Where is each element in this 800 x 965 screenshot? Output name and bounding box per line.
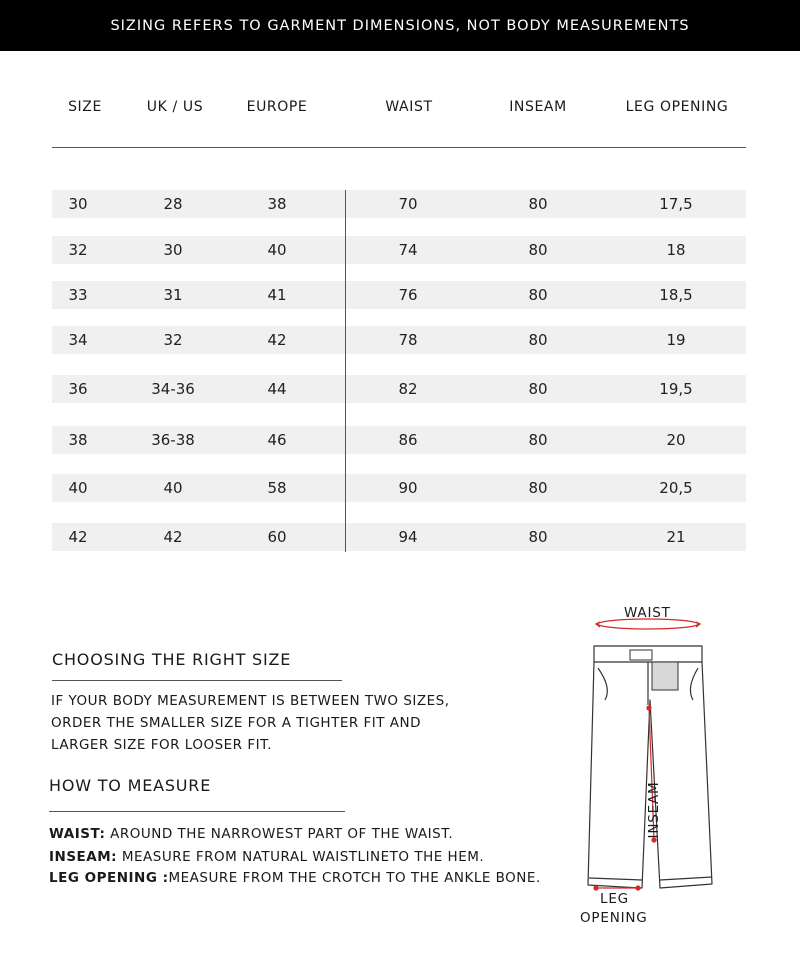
- cell-inseam: 80: [528, 331, 548, 349]
- cell-inseam: 80: [528, 286, 548, 304]
- cell-waist: 86: [398, 431, 418, 449]
- header-divider: [52, 147, 746, 148]
- column-divider: [345, 190, 346, 552]
- cell-size: 38: [68, 431, 88, 449]
- cell-size: 42: [68, 528, 88, 546]
- cell-leg-opening: 18: [666, 241, 686, 259]
- cell-waist: 90: [398, 479, 418, 497]
- measure-divider: [49, 811, 345, 812]
- cell-size: 33: [68, 286, 88, 304]
- cell-inseam: 80: [528, 380, 548, 398]
- cell-leg-opening: 18,5: [659, 286, 693, 304]
- cell-inseam: 80: [528, 528, 548, 546]
- cell-size: 30: [68, 195, 88, 213]
- cell-size: 36: [68, 380, 88, 398]
- cell-waist: 76: [398, 286, 418, 304]
- header-uk-us: UK / US: [146, 99, 204, 115]
- measure-waist: [49, 826, 453, 842]
- choosing-line-2: ORDER THE SMALLER SIZE FOR A TIGHTER FIT AND: [51, 715, 422, 731]
- table-row: [52, 281, 746, 309]
- cell-inseam: 80: [528, 479, 548, 497]
- cell-waist: 82: [398, 380, 418, 398]
- cell-size: 34: [68, 331, 88, 349]
- header-leg-opening: LEG OPENING: [625, 99, 729, 115]
- cell-leg-opening: 20,5: [659, 479, 693, 497]
- table-row: [52, 236, 746, 264]
- measure-leg-term: LEG OPENING :: [49, 870, 169, 886]
- measure-leg-desc: MEASURE FROM THE CROTCH TO THE ANKLE BONE.: [168, 870, 541, 886]
- measure-inseam-term: INSEAM:: [49, 849, 118, 865]
- cell-europe: 58: [267, 479, 287, 497]
- table-row: [52, 375, 746, 403]
- choosing-divider: [52, 680, 342, 681]
- measure-leg-opening: [49, 870, 541, 886]
- cell-europe: 40: [267, 241, 287, 259]
- header-size: SIZE: [68, 99, 102, 115]
- cell-uk-us: 40: [163, 479, 183, 497]
- cell-uk-us: 30: [163, 241, 183, 259]
- table-row: [52, 190, 746, 218]
- cell-europe: 38: [267, 195, 287, 213]
- cell-leg-opening: 17,5: [659, 195, 693, 213]
- cell-europe: 46: [267, 431, 287, 449]
- cell-uk-us: 36-38: [151, 431, 195, 449]
- choosing-title: CHOOSING THE RIGHT SIZE: [52, 650, 292, 669]
- table-row: [52, 426, 746, 454]
- cell-leg-opening: 19: [666, 331, 686, 349]
- cell-uk-us: 31: [163, 286, 183, 304]
- cell-uk-us: 32: [163, 331, 183, 349]
- measure-waist-term: WAIST:: [49, 826, 106, 842]
- inseam-label: INSEAM: [646, 781, 662, 839]
- measure-waist-desc: AROUND THE NARROWEST PART OF THE WAIST.: [105, 826, 454, 842]
- table-row: [52, 326, 746, 354]
- cell-inseam: 80: [528, 241, 548, 259]
- waist-label: WAIST: [624, 605, 671, 621]
- header-europe: EUROPE: [246, 99, 308, 115]
- cell-size: 40: [68, 479, 88, 497]
- cell-inseam: 80: [528, 431, 548, 449]
- leg-label-line-1: LEG: [600, 891, 629, 907]
- cell-waist: 94: [398, 528, 418, 546]
- choosing-line-1: IF YOUR BODY MEASUREMENT IS BETWEEN TWO SIZES,: [51, 693, 450, 709]
- cell-uk-us: 34-36: [151, 380, 195, 398]
- header-inseam: INSEAM: [509, 99, 567, 115]
- cell-inseam: 80: [528, 195, 548, 213]
- measure-title: HOW TO MEASURE: [49, 776, 212, 795]
- cell-europe: 44: [267, 380, 287, 398]
- table-row: [52, 523, 746, 551]
- cell-europe: 60: [267, 528, 287, 546]
- cell-europe: 41: [267, 286, 287, 304]
- cell-uk-us: 42: [163, 528, 183, 546]
- cell-leg-opening: 19,5: [659, 380, 693, 398]
- cell-waist: 70: [398, 195, 418, 213]
- cell-waist: 74: [398, 241, 418, 259]
- cell-leg-opening: 20: [666, 431, 686, 449]
- leg-label-line-2: OPENING: [580, 910, 648, 926]
- header-waist: WAIST: [385, 99, 433, 115]
- cell-uk-us: 28: [163, 195, 183, 213]
- table-row: [52, 474, 746, 502]
- measure-inseam-desc: MEASURE FROM NATURAL WAISTLINETO THE HEM.: [117, 849, 485, 865]
- choosing-line-3: LARGER SIZE FOR LOOSER FIT.: [51, 737, 273, 753]
- measure-inseam: [49, 849, 484, 865]
- cell-size: 32: [68, 241, 88, 259]
- cell-waist: 78: [398, 331, 418, 349]
- top-banner: SIZING REFERS TO GARMENT DIMENSIONS, NOT BODY MEASUREMENTS: [0, 0, 800, 51]
- cell-europe: 42: [267, 331, 287, 349]
- trousers-illustration: [575, 600, 725, 900]
- cell-leg-opening: 21: [666, 528, 686, 546]
